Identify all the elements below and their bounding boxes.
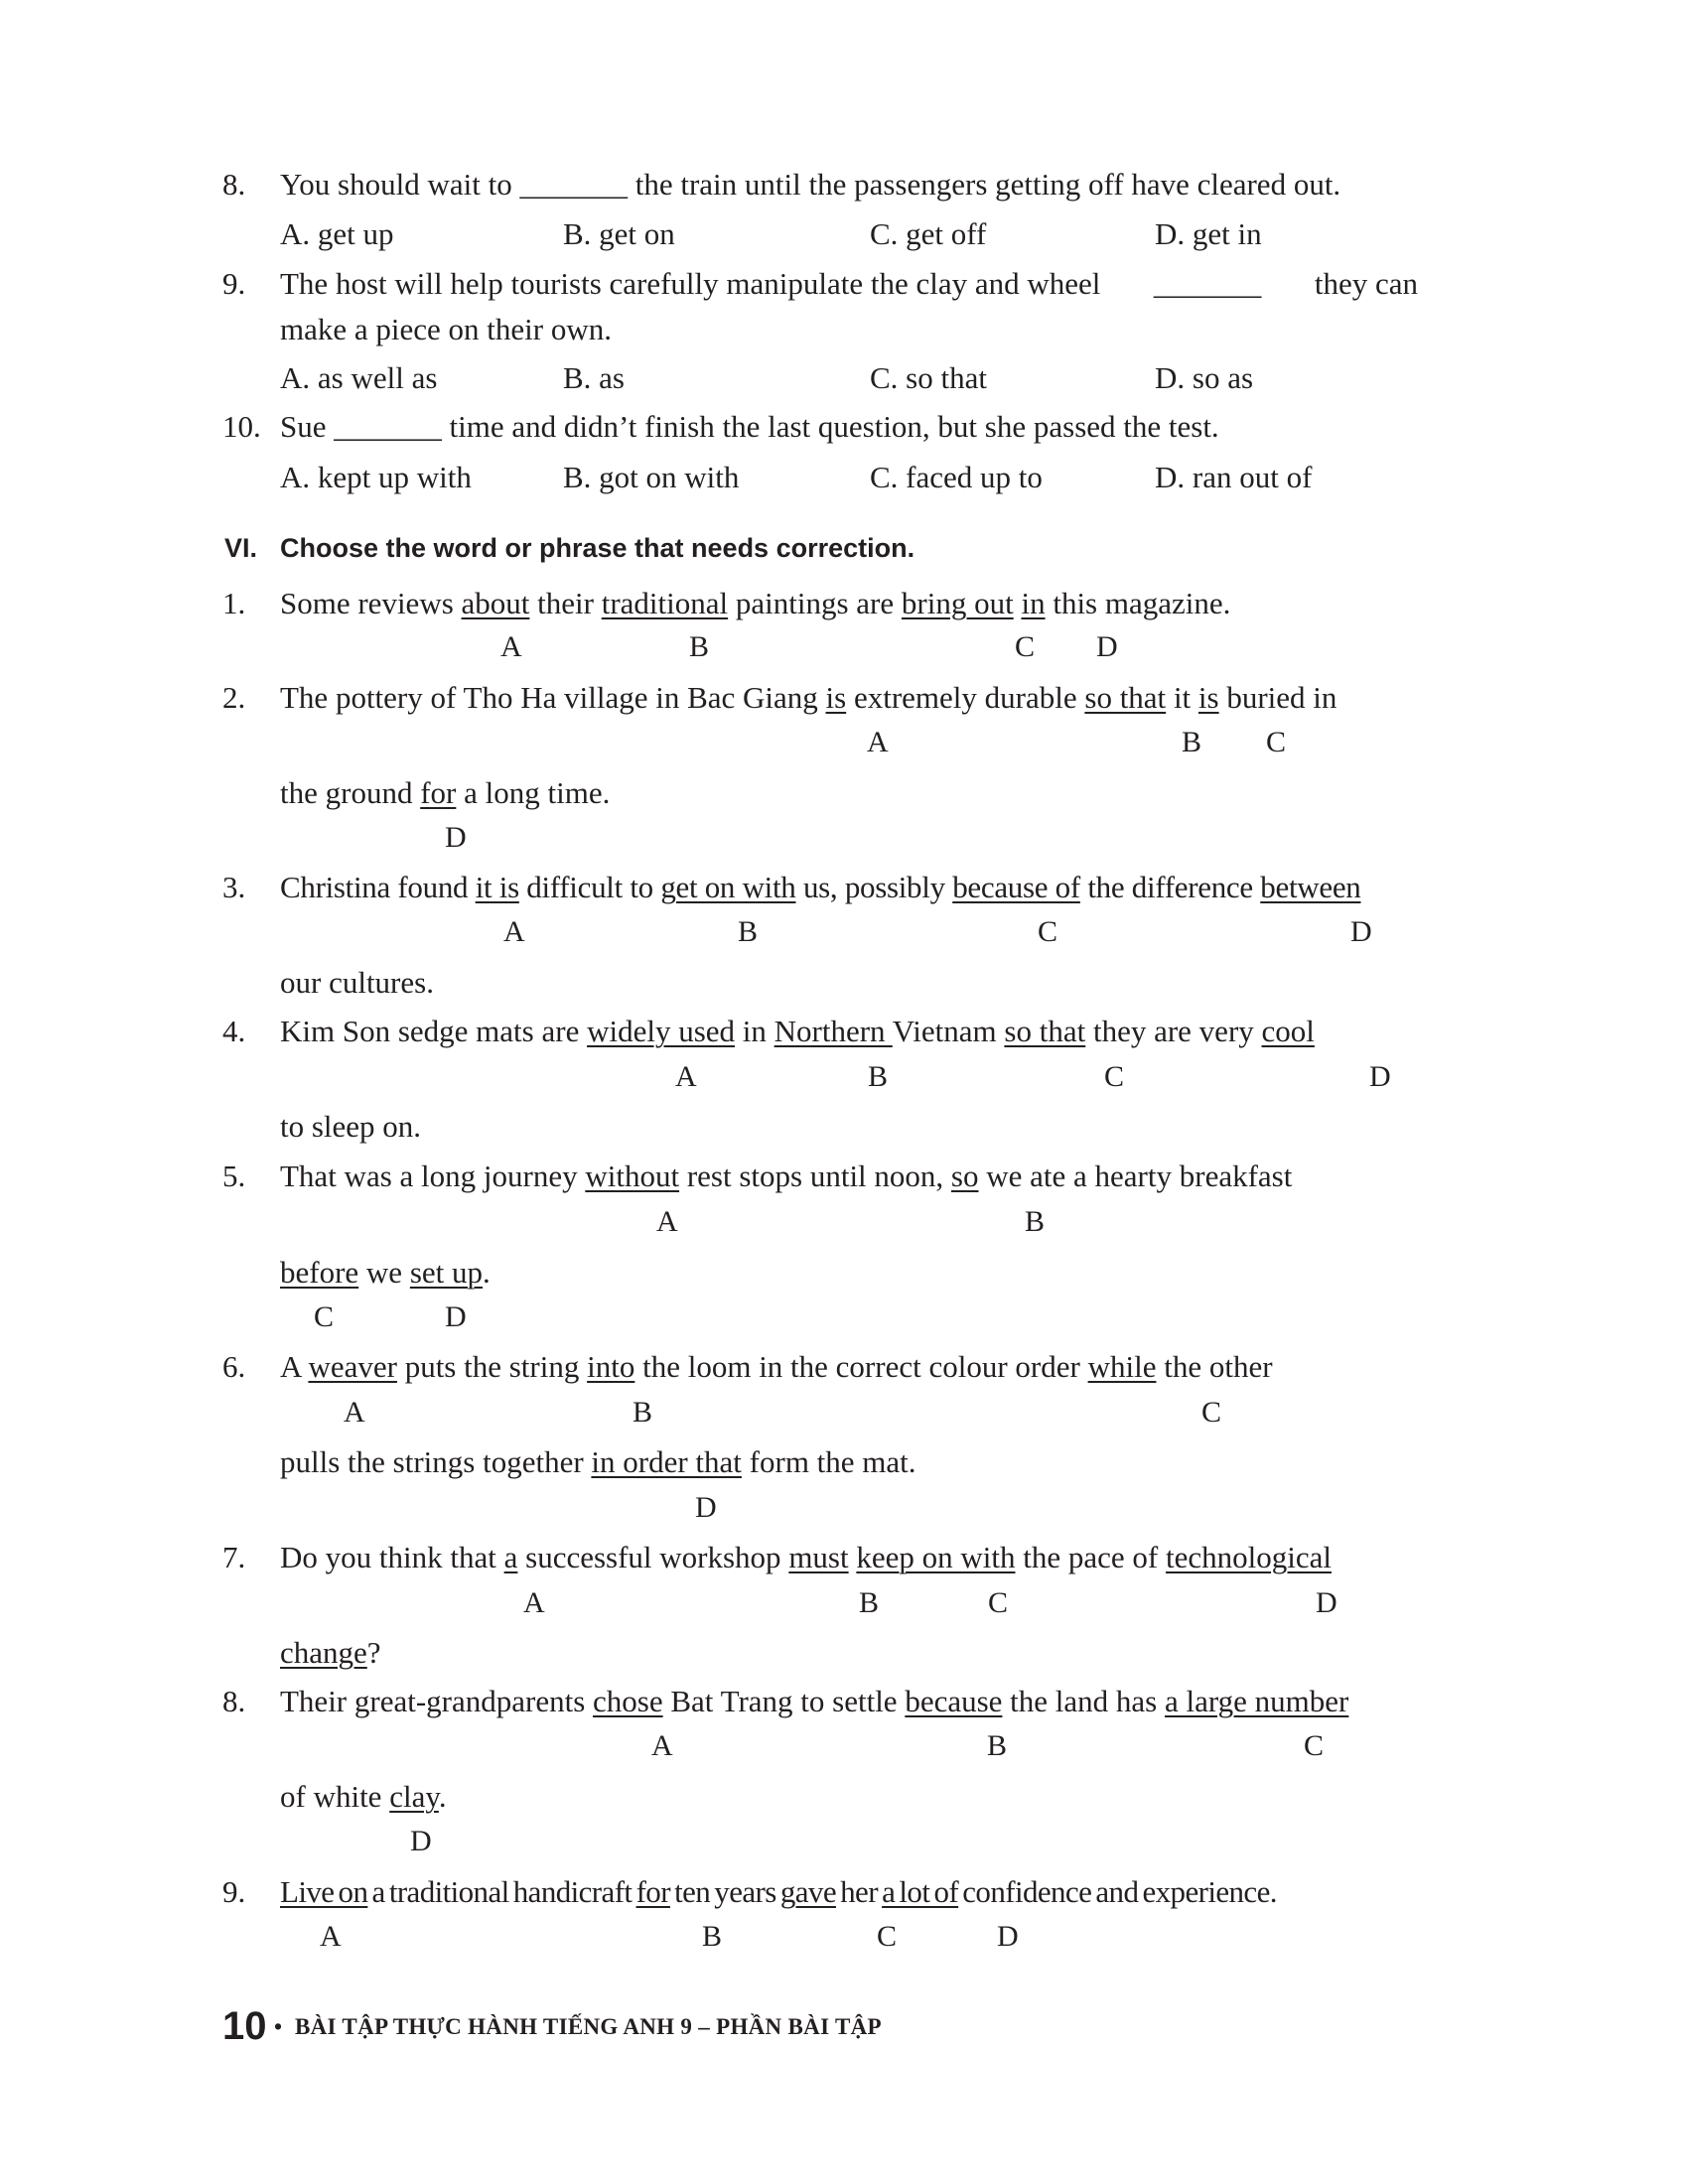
vi-q4-underlined-c[interactable]: so that — [1004, 1014, 1086, 1048]
q8-text-after: the train until the passengers getting off have cleared out. — [634, 167, 1341, 202]
vi-q3-underlined-a[interactable]: it is — [475, 870, 519, 904]
question-8-text — [280, 165, 1340, 205]
vi-q8-line2 — [280, 1777, 447, 1817]
q10-blank: _______ — [334, 409, 442, 444]
q10-option-b[interactable]: B. got on with — [563, 460, 740, 494]
q8-blank: _______ — [519, 167, 628, 202]
q9-option-d[interactable]: D. so as — [1155, 360, 1254, 395]
vi-q1-number: 1. — [222, 586, 246, 620]
q9-text-before: The host will help tourists carefully manipulate the clay and wheel — [280, 266, 1101, 301]
vi-q4-text: in — [735, 1014, 774, 1048]
vi-q4-underlined-a[interactable]: widely used — [587, 1014, 736, 1048]
q9-option-b[interactable]: B. as — [563, 360, 625, 395]
q10-text-before: Sue — [280, 409, 327, 444]
vi-q5-label-c: C — [314, 1300, 335, 1333]
vi-q6-line2 — [280, 1442, 916, 1482]
vi-q3-line2: our cultures. — [280, 965, 434, 1000]
vi-q8-underlined-d[interactable]: clay — [389, 1779, 439, 1814]
vi-q3-label-c: C — [1038, 915, 1058, 948]
vi-q1-sentence — [280, 584, 1230, 623]
vi-q7-line2 — [280, 1633, 381, 1673]
q10-option-a[interactable]: A. kept up with — [280, 460, 472, 494]
vi-q2-underlined-a[interactable]: is — [825, 680, 847, 715]
vi-q3-label-d: D — [1350, 915, 1372, 948]
vi-q1-text: their — [529, 586, 602, 620]
q10-option-c[interactable]: C. faced up to — [870, 460, 1043, 494]
vi-q3-label-b: B — [738, 915, 759, 948]
vi-q9-text: ten years — [669, 1874, 780, 1909]
vi-q7-underlined-c[interactable]: keep on with — [856, 1540, 1016, 1574]
vi-q3-underlined-d[interactable]: between — [1260, 870, 1361, 904]
vi-q6-underlined-c[interactable]: while — [1087, 1349, 1157, 1384]
vi-q9-text: her — [836, 1874, 883, 1909]
q9-option-c[interactable]: C. so that — [870, 360, 987, 395]
vi-q7-label-d: D — [1316, 1586, 1337, 1619]
vi-q4-line2: to sleep on. — [280, 1109, 422, 1144]
vi-q4-label-d: D — [1369, 1060, 1391, 1093]
vi-q7-sentence — [280, 1538, 1332, 1577]
vi-q4-number: 4. — [222, 1014, 246, 1048]
q8-option-c[interactable]: C. get off — [870, 216, 987, 251]
vi-q2-underlined-d[interactable]: for — [420, 775, 457, 810]
vi-q5-number: 5. — [222, 1159, 246, 1193]
vi-q7-underlined-d[interactable]: technological — [1165, 1540, 1332, 1574]
vi-q9-sentence — [280, 1872, 1277, 1912]
vi-q1-underlined-a[interactable]: about — [461, 586, 530, 620]
vi-q7-text: successful workshop — [517, 1540, 789, 1574]
vi-q8-underlined-c[interactable]: a large number — [1165, 1684, 1349, 1718]
vi-q8-text: of white — [280, 1779, 390, 1814]
vi-q9-number: 9. — [222, 1874, 246, 1909]
vi-q6-underlined-b[interactable]: into — [587, 1349, 635, 1384]
vi-q2-text: The pottery of Tho Ha village in Bac Giang — [280, 680, 826, 715]
vi-q8-underlined-a[interactable]: chose — [593, 1684, 663, 1718]
vi-q5-underlined-a[interactable]: without — [585, 1159, 680, 1193]
q9-text-after: they can — [1314, 266, 1418, 301]
vi-q9-text: a traditional handicraft — [367, 1874, 636, 1909]
vi-q6-text: puts the string — [396, 1349, 588, 1384]
vi-q5-line2 — [280, 1253, 491, 1293]
question-9-text — [280, 264, 1418, 304]
question-9-number: 9. — [222, 266, 246, 301]
vi-q2-text: a long time. — [456, 775, 611, 810]
vi-q6-underlined-d[interactable]: in order that — [591, 1444, 742, 1479]
vi-q3-underlined-b[interactable]: get on with — [660, 870, 796, 904]
vi-q6-sentence — [280, 1347, 1273, 1387]
vi-q8-label-d: D — [410, 1825, 432, 1857]
vi-q5-text: That was a long journey — [280, 1159, 586, 1193]
vi-q2-label-a: A — [867, 726, 889, 758]
vi-q4-label-b: B — [868, 1060, 889, 1093]
vi-q7-underlined-b[interactable]: must — [788, 1540, 849, 1574]
vi-q5-sentence — [280, 1157, 1292, 1196]
vi-q6-text: form the mat. — [741, 1444, 916, 1479]
vi-q3-text: us, possibly — [795, 870, 953, 904]
vi-q5-text: we ate a hearty breakfast — [978, 1159, 1293, 1193]
vi-q7-text: the pace of — [1015, 1540, 1166, 1574]
vi-q6-label-c: C — [1201, 1396, 1222, 1429]
vi-q7-text: ? — [366, 1635, 381, 1670]
vi-q9-underlined-b[interactable]: for — [635, 1874, 670, 1909]
vi-q4-text: they are very — [1085, 1014, 1262, 1048]
vi-q5-text: rest stops until noon, — [679, 1159, 951, 1193]
question-8-number: 8. — [222, 167, 246, 202]
vi-q2-line2 — [280, 773, 610, 813]
vi-q8-sentence — [280, 1682, 1348, 1721]
vi-q9-text: confidence and experience. — [958, 1874, 1277, 1909]
vi-q7-underlined-a[interactable]: a — [503, 1540, 518, 1574]
vi-q8-text: Bat Trang to settle — [662, 1684, 906, 1718]
vi-q7-label-b: B — [859, 1586, 880, 1619]
vi-q9-label-b: B — [702, 1920, 723, 1953]
vi-q1-text: this magazine. — [1045, 586, 1231, 620]
vi-q5-label-a: A — [656, 1205, 678, 1238]
section-vi-heading: Choose the word or phrase that needs correction. — [280, 533, 915, 563]
vi-q2-text: it — [1166, 680, 1198, 715]
vi-q2-label-b: B — [1182, 726, 1202, 758]
vi-q6-text: the loom in the correct colour order — [634, 1349, 1088, 1384]
vi-q6-text: A — [280, 1349, 309, 1384]
vi-q5-text: we — [358, 1255, 410, 1290]
vi-q8-text: Their great-grandparents — [280, 1684, 594, 1718]
vi-q8-text: the land has — [1002, 1684, 1165, 1718]
vi-q9-label-c: C — [877, 1920, 898, 1953]
question-10-text — [280, 407, 1219, 447]
vi-q8-number: 8. — [222, 1684, 246, 1718]
vi-q6-label-a: A — [344, 1396, 365, 1429]
vi-q2-label-d: D — [445, 821, 467, 854]
q9-blank: _______ — [1153, 266, 1262, 301]
section-vi-number: VI. — [224, 533, 258, 563]
vi-q9-label-a: A — [320, 1920, 342, 1953]
vi-q2-underlined-b[interactable]: so that — [1084, 680, 1167, 715]
vi-q6-text: pulls the strings together — [280, 1444, 592, 1479]
vi-q1-underlined-d[interactable]: in — [1021, 586, 1046, 620]
vi-q5-underlined-c[interactable]: before — [280, 1255, 359, 1290]
q9-option-a[interactable]: A. as well as — [280, 360, 438, 395]
vi-q4-label-c: C — [1104, 1060, 1125, 1093]
vi-q5-underlined-d[interactable]: set up — [409, 1255, 484, 1290]
vi-q8-label-b: B — [987, 1729, 1008, 1762]
q10-text-after: time and didn’t finish the last question, but she passed the test. — [449, 409, 1219, 444]
vi-q6-label-b: B — [633, 1396, 653, 1429]
vi-q2-sentence — [280, 678, 1336, 718]
vi-q9-label-d: D — [997, 1920, 1019, 1953]
vi-q6-number: 6. — [222, 1349, 246, 1384]
vi-q8-underlined-b[interactable]: because — [905, 1684, 1003, 1718]
vi-q6-underlined-a[interactable]: weaver — [308, 1349, 397, 1384]
vi-q4-underlined-b[interactable]: Northern — [774, 1014, 893, 1048]
vi-q7-underlined-d-cont[interactable]: change — [280, 1635, 367, 1670]
vi-q2-number: 2. — [222, 680, 246, 715]
vi-q2-text: extremely durable — [846, 680, 1085, 715]
vi-q4-label-a: A — [675, 1060, 697, 1093]
vi-q3-text: the difference — [1079, 870, 1261, 904]
vi-q7-number: 7. — [222, 1540, 246, 1574]
question-10-number: 10. — [222, 409, 261, 444]
vi-q7-label-c: C — [988, 1586, 1009, 1619]
vi-q1-label-a: A — [500, 630, 522, 663]
vi-q6-text: the other — [1156, 1349, 1273, 1384]
vi-q8-label-c: C — [1304, 1729, 1325, 1762]
vi-q1-label-b: B — [689, 630, 710, 663]
page-number: 10 — [222, 2004, 267, 2048]
vi-q2-text: buried in — [1218, 680, 1337, 715]
vi-q1-label-d: D — [1096, 630, 1118, 663]
vi-q8-text: . — [438, 1779, 447, 1814]
vi-q9-underlined-d[interactable]: a lot of — [882, 1874, 959, 1909]
q8-option-d[interactable]: D. get in — [1155, 216, 1262, 251]
footer-bullet: • — [274, 2014, 283, 2039]
vi-q3-underlined-c[interactable]: because of — [952, 870, 1080, 904]
vi-q3-text: Christina found — [280, 870, 476, 904]
q8-option-b[interactable]: B. get on — [563, 216, 675, 251]
vi-q1-label-c: C — [1015, 630, 1036, 663]
vi-q5-underlined-b[interactable]: so — [950, 1159, 979, 1193]
vi-q3-label-a: A — [503, 915, 525, 948]
vi-q5-label-d: D — [445, 1300, 467, 1333]
vi-q1-underlined-b[interactable]: traditional — [601, 586, 729, 620]
q10-option-d[interactable]: D. ran out of — [1155, 460, 1313, 494]
vi-q4-text: Kim Son sedge mats are — [280, 1014, 588, 1048]
footer-title: BÀI TẬP THỰC HÀNH TIẾNG ANH 9 – PHẦN BÀI TẬP — [295, 2014, 882, 2039]
vi-q4-sentence — [280, 1012, 1315, 1051]
vi-q6-label-d: D — [695, 1491, 717, 1524]
vi-q8-label-a: A — [651, 1729, 673, 1762]
q8-text-before: You should wait to — [280, 167, 512, 202]
vi-q7-text: Do you think that — [280, 1540, 504, 1574]
vi-q5-label-b: B — [1025, 1205, 1046, 1238]
vi-q1-text: Some reviews — [280, 586, 462, 620]
vi-q2-text: the ground — [280, 775, 421, 810]
vi-q1-underlined-c[interactable]: bring out — [901, 586, 1014, 620]
vi-q3-text: difficult to — [518, 870, 661, 904]
vi-q3-sentence — [280, 868, 1360, 907]
vi-q4-text: Vietnam — [892, 1014, 1005, 1048]
vi-q9-underlined-c[interactable]: gave — [779, 1874, 836, 1909]
vi-q2-underlined-c[interactable]: is — [1197, 680, 1219, 715]
vi-q1-text: paintings are — [728, 586, 902, 620]
q8-option-a[interactable]: A. get up — [280, 216, 394, 251]
vi-q9-underlined-a[interactable]: Live on — [280, 1874, 368, 1909]
vi-q2-label-c: C — [1266, 726, 1287, 758]
vi-q5-text: . — [483, 1255, 491, 1290]
question-9-line2: make a piece on their own. — [280, 312, 612, 346]
vi-q7-label-a: A — [523, 1586, 545, 1619]
vi-q4-underlined-d[interactable]: cool — [1261, 1014, 1315, 1048]
vi-q3-number: 3. — [222, 870, 246, 904]
